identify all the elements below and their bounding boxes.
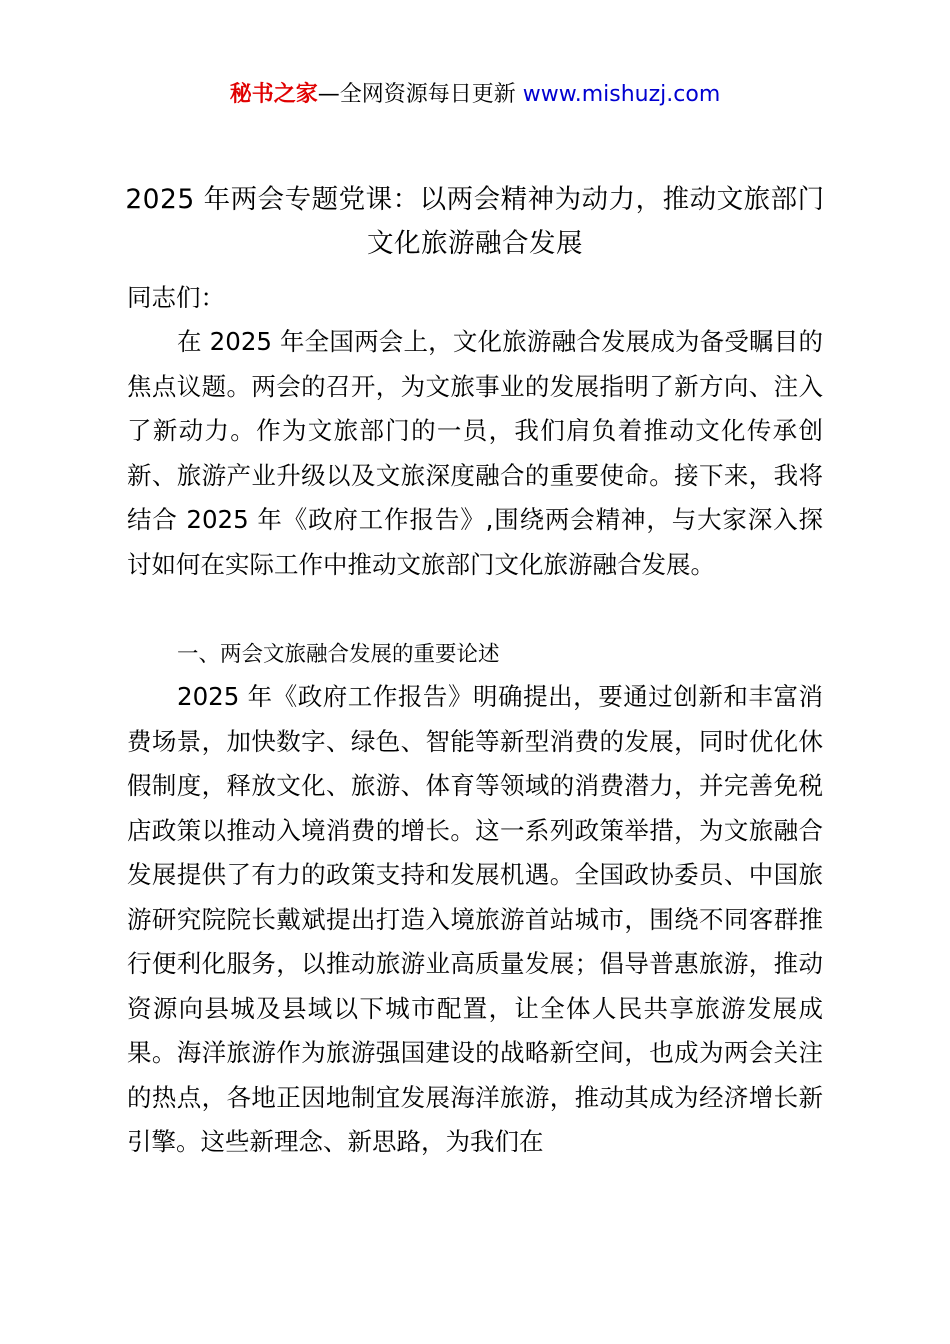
site-url-link[interactable]: www.mishuzj.com [522,82,721,107]
site-header [0,78,950,112]
brand-name: 秘书之家 [229,82,318,107]
document-title: 2025 年两会专题党课：以两会精神为动力，推动文旅部门文化旅游融合发展 [125,184,825,259]
intro-paragraph: 在 2025 年全国两会上，文化旅游融合发展成为备受瞩目的焦点议题。两会的召开，为文旅事业的发展指明了新方向、注入了新动力。作为文旅部门的一员，我们肩负着推动文化传承创新、旅游产业升级以及文旅深度融合的重要使命。接下来，我将结合 2025 年《政府工作报告》,围绕两会精神，与大家深入探讨如何在实际工作中推动文旅部门文化旅游融合发展。 [127,327,823,579]
greeting: 同志们： [127,283,225,312]
header-slogan: —全网资源每日更新 [317,82,523,107]
section-paragraph: 2025 年《政府工作报告》明确提出，要通过创新和丰富消费场景，加快数字、绿色、智能等新型消费的发展，同时优化休假制度，释放文化、旅游、体育等领域的消费潜力，并完善免税店政策以推动入境消费的增长。这一系列政策举措，为文旅融合发展提供了有力的政策支持和发展机遇。全国政协委员、中国旅游研究院院长戴斌提出打造入境旅游首站城市，围绕不同客群推行便利化服务，以推动旅游业高质量发展；倡导普惠旅游，推动资源向县城及县域以下城市配置，让全体人民共享旅游发展成果。海洋旅游作为旅游强国建设的战略新空间，也成为两会关注的热点，各地正因地制宜发展海洋旅游，推动其成为经济增长新引擎。这些新理念、新思路，为我们在 [127,682,823,1156]
section-heading: 一、两会文旅融合发展的重要论述 [177,642,500,667]
